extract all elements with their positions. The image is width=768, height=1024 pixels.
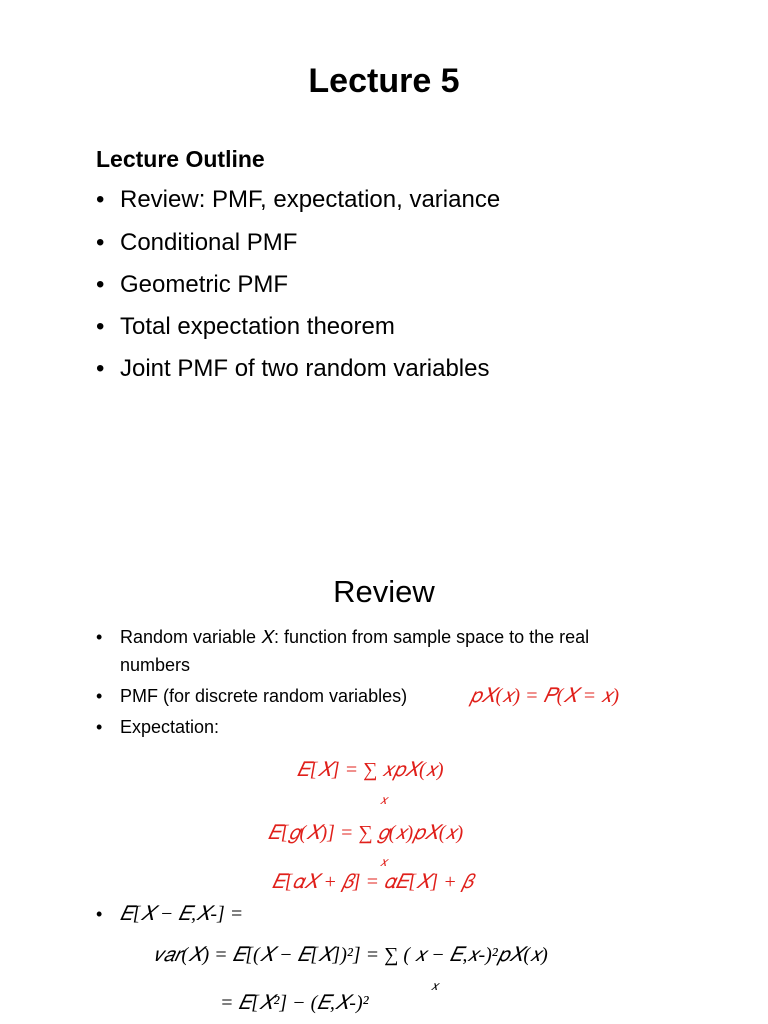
pmf-formula: 𝑝𝑋(𝑥) = 𝑃(𝑋 = 𝑥): [470, 685, 619, 707]
linearity-formula: 𝐸[𝛼𝑋 + 𝛽] = 𝛼𝐸[𝑋] + 𝛽: [272, 871, 473, 893]
bullet-icon: •: [96, 904, 103, 924]
outline-item: [96, 313, 395, 341]
outline-item-label: Review: PMF, expectation, variance: [120, 186, 501, 213]
bullet-icon: •: [96, 627, 103, 647]
function-expectation-formula: 𝐸[𝑔(𝑋)] = ∑ 𝑔(𝑥)𝑝𝑋(𝑥): [268, 822, 464, 844]
review-item: [96, 903, 243, 926]
variance-alt-formula: = 𝐸[𝑋²] − (𝐸,𝑋-)²: [220, 992, 369, 1014]
function-sum-index: 𝑥: [380, 854, 388, 869]
review-item: [96, 717, 219, 738]
bullet-icon: •: [96, 686, 103, 706]
outline-heading: Lecture Outline: [96, 146, 265, 172]
variance-question: 𝐸[𝑋 − 𝐸,𝑋-] =: [120, 903, 244, 925]
review-item-continuation: numbers: [120, 655, 191, 675]
review-item: [96, 686, 407, 707]
outline-item: [96, 271, 288, 299]
bullet-icon: •: [96, 186, 105, 213]
slide-title-lecture: Lecture 5: [308, 62, 460, 100]
expectation-formula: 𝐸[𝑋] = ∑ 𝑥𝑝𝑋(𝑥): [297, 759, 444, 781]
bullet-icon: •: [96, 229, 105, 256]
review-item: [96, 627, 589, 648]
outline-item-label: Geometric PMF: [120, 271, 289, 298]
slide-title-review: Review: [333, 574, 435, 609]
variance-formula: 𝑣𝑎𝑟(𝑋) = 𝐸[(𝑋 − 𝐸[𝑋])²] = ∑ ( 𝑥 − 𝐸,𝑥-)²𝑝𝑋(𝑥): [154, 944, 548, 966]
outline-item: [96, 229, 297, 257]
outline-item: [96, 186, 500, 214]
review-item-label: Expectation:: [120, 717, 220, 737]
expectation-sum-index: 𝑥: [380, 792, 388, 807]
outline-item-label: Conditional PMF: [120, 229, 298, 256]
bullet-icon: •: [96, 355, 105, 382]
bullet-icon: •: [96, 271, 105, 298]
bullet-icon: •: [96, 717, 103, 737]
outline-item-label: Total expectation theorem: [120, 313, 395, 340]
review-item-label: PMF (for discrete random variables): [120, 686, 408, 706]
outline-item: [96, 355, 489, 383]
outline-item-label: Joint PMF of two random variables: [120, 355, 490, 382]
bullet-icon: •: [96, 313, 105, 340]
variance-sum-index: 𝑥: [431, 978, 439, 993]
review-item-label: Random variable 𝑋: function from sample space to the real: [120, 627, 590, 647]
